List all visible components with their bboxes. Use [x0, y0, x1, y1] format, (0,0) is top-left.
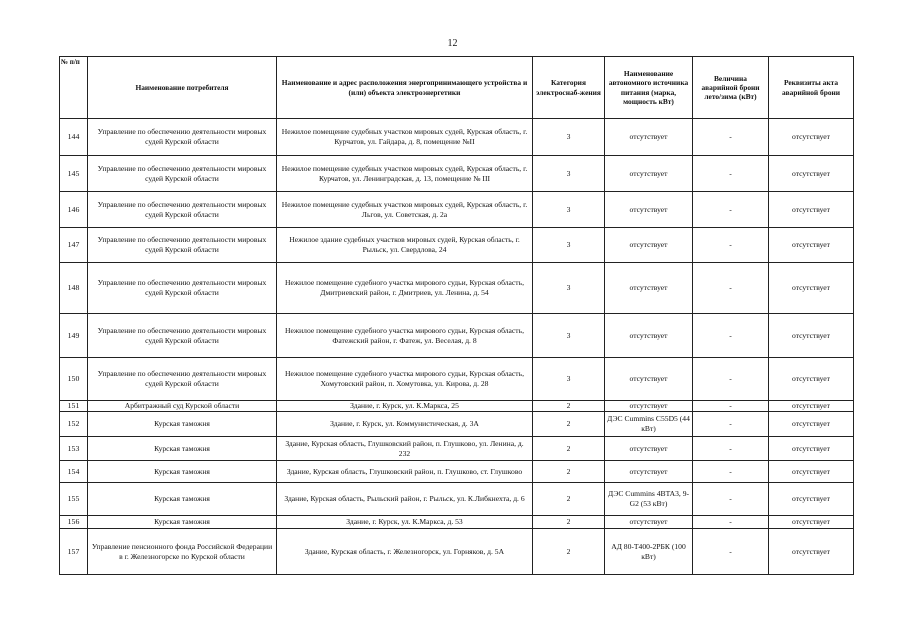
- table-row: [60, 529, 854, 575]
- table-body: [60, 119, 854, 575]
- cell-consumer: Курская таможня: [88, 437, 277, 461]
- cell-object: Нежилое помещение судебного участка мирового судьи, Курская область, Дмитриевский район, г. Дмитриев, ул. Ленина, д. 54: [277, 263, 533, 314]
- cell-number: 151: [60, 401, 88, 412]
- cell-act-details: отсутствует: [769, 483, 854, 516]
- cell-act-details: отсутствует: [769, 263, 854, 314]
- cell-act-details: отсутствует: [769, 516, 854, 529]
- cell-power-source: отсутствует: [605, 461, 693, 483]
- cell-act-details: отсутствует: [769, 461, 854, 483]
- cell-reserve-value: -: [693, 401, 769, 412]
- cell-category: 3: [533, 263, 605, 314]
- cell-power-source: ДЭС Cummins C55D5 (44 кВт): [605, 412, 693, 437]
- header-reserve-value: Величина аварийной брони лето/зима (кВт): [693, 57, 769, 119]
- cell-object: Нежилое помещение судебного участка мирового судьи, Курская область, Фатежский район, г. Фатеж, ул. Веселая, д. 8: [277, 314, 533, 358]
- cell-power-source: отсутствует: [605, 401, 693, 412]
- cell-category: 3: [533, 119, 605, 156]
- cell-object: Здание, Курская область, Глушковский район, п. Глушково, ул. Ленина, д. 232: [277, 437, 533, 461]
- cell-consumer: Курская таможня: [88, 516, 277, 529]
- cell-act-details: отсутствует: [769, 437, 854, 461]
- table-row: [60, 412, 854, 437]
- cell-number: 153: [60, 437, 88, 461]
- cell-consumer: Управление по обеспечению деятельности мировых судей Курской области: [88, 263, 277, 314]
- cell-power-source: отсутствует: [605, 192, 693, 228]
- cell-power-source: отсутствует: [605, 437, 693, 461]
- cell-act-details: отсутствует: [769, 529, 854, 575]
- cell-reserve-value: -: [693, 119, 769, 156]
- cell-number: 150: [60, 358, 88, 401]
- header-act-details: Реквизиты акта аварийной брони: [769, 57, 854, 119]
- cell-power-source: отсутствует: [605, 358, 693, 401]
- cell-reserve-value: -: [693, 314, 769, 358]
- table-row: [60, 192, 854, 228]
- cell-reserve-value: -: [693, 461, 769, 483]
- header-number: № п/п: [60, 57, 88, 119]
- cell-consumer: Управление по обеспечению деятельности мировых судей Курской области: [88, 119, 277, 156]
- cell-number: 156: [60, 516, 88, 529]
- cell-reserve-value: -: [693, 156, 769, 192]
- cell-category: 3: [533, 358, 605, 401]
- cell-number: 154: [60, 461, 88, 483]
- cell-category: 2: [533, 401, 605, 412]
- cell-power-source: АД 80-Т400-2РБК (100 кВт): [605, 529, 693, 575]
- cell-reserve-value: -: [693, 412, 769, 437]
- cell-category: 2: [533, 437, 605, 461]
- cell-category: 3: [533, 156, 605, 192]
- table-row: [60, 437, 854, 461]
- cell-number: 155: [60, 483, 88, 516]
- cell-object: Нежилое помещение судебного участка мирового судьи, Курская область, Хомутовский район, п. Хомутовка, ул. Кирова, д. 28: [277, 358, 533, 401]
- cell-power-source: ДЭС Cummins 4BTA3, 9-G2 (53 кВт): [605, 483, 693, 516]
- cell-consumer: Управление по обеспечению деятельности мировых судей Курской области: [88, 192, 277, 228]
- cell-power-source: отсутствует: [605, 119, 693, 156]
- cell-reserve-value: -: [693, 437, 769, 461]
- table-row: [60, 401, 854, 412]
- page-number: 12: [447, 38, 458, 49]
- cell-number: 147: [60, 228, 88, 263]
- cell-object: Здание, г. Курск, ул. Коммунистическая, д. 3А: [277, 412, 533, 437]
- cell-consumer: Управление по обеспечению деятельности мировых судей Курской области: [88, 228, 277, 263]
- cell-number: 144: [60, 119, 88, 156]
- cell-number: 146: [60, 192, 88, 228]
- cell-act-details: отсутствует: [769, 192, 854, 228]
- cell-act-details: отсутствует: [769, 119, 854, 156]
- table-row: [60, 119, 854, 156]
- table-row: [60, 483, 854, 516]
- cell-category: 2: [533, 529, 605, 575]
- cell-category: 3: [533, 314, 605, 358]
- cell-object: Здание, Курская область, Рыльский район, г. Рыльск, ул. К.Либкнехта, д. 6: [277, 483, 533, 516]
- cell-category: 2: [533, 461, 605, 483]
- cell-number: 148: [60, 263, 88, 314]
- table-row: [60, 314, 854, 358]
- cell-category: 3: [533, 192, 605, 228]
- cell-reserve-value: -: [693, 192, 769, 228]
- cell-object: Здание, Курская область, Глушковский район, п. Глушково, ст. Глушково: [277, 461, 533, 483]
- header-object: Наименование и адрес расположения энергопринимающего устройства и (или) объекта электроэнергетики: [277, 57, 533, 119]
- table-row: [60, 461, 854, 483]
- cell-object: Нежилое здание судебных участков мировых судей, Курская область, г. Рыльск, ул. Свердлова, 24: [277, 228, 533, 263]
- cell-act-details: отсутствует: [769, 401, 854, 412]
- table-row: [60, 358, 854, 401]
- cell-consumer: Управление по обеспечению деятельности мировых судей Курской области: [88, 314, 277, 358]
- cell-power-source: отсутствует: [605, 263, 693, 314]
- cell-number: 157: [60, 529, 88, 575]
- cell-number: 152: [60, 412, 88, 437]
- cell-object: Нежилое помещение судебных участков мировых судей, Курская область, г. Курчатов, ул. Ленинградская, д. 13, помещение № III: [277, 156, 533, 192]
- cell-power-source: отсутствует: [605, 156, 693, 192]
- cell-power-source: отсутствует: [605, 314, 693, 358]
- table-row: [60, 263, 854, 314]
- cell-act-details: отсутствует: [769, 156, 854, 192]
- cell-act-details: отсутствует: [769, 358, 854, 401]
- table-row: [60, 516, 854, 529]
- cell-reserve-value: -: [693, 529, 769, 575]
- cell-category: 2: [533, 483, 605, 516]
- cell-power-source: отсутствует: [605, 516, 693, 529]
- cell-reserve-value: -: [693, 228, 769, 263]
- power-consumers-table: [59, 56, 854, 575]
- cell-consumer: Управление по обеспечению деятельности мировых судей Курской области: [88, 358, 277, 401]
- cell-object: Нежилое помещение судебных участков мировых судей, Курская область, г. Льгов, ул. Советская, д. 2а: [277, 192, 533, 228]
- cell-category: 3: [533, 228, 605, 263]
- cell-reserve-value: -: [693, 263, 769, 314]
- cell-act-details: отсутствует: [769, 228, 854, 263]
- table-row: [60, 156, 854, 192]
- cell-consumer: Курская таможня: [88, 483, 277, 516]
- header-consumer: Наименование потребителя: [88, 57, 277, 119]
- cell-number: 145: [60, 156, 88, 192]
- cell-consumer: Управление пенсионного фонда Российской Федерации в г. Железногорске по Курской области: [88, 529, 277, 575]
- cell-object: Здание, г. Курск, ул. К.Маркса, 25: [277, 401, 533, 412]
- cell-consumer: Курская таможня: [88, 461, 277, 483]
- cell-category: 2: [533, 412, 605, 437]
- cell-consumer: Курская таможня: [88, 412, 277, 437]
- table-header-row: [60, 57, 854, 119]
- cell-number: 149: [60, 314, 88, 358]
- header-category: Категория электроснаб-жения: [533, 57, 605, 119]
- table-row: [60, 228, 854, 263]
- cell-consumer: Арбитражный суд Курской области: [88, 401, 277, 412]
- cell-reserve-value: -: [693, 358, 769, 401]
- cell-act-details: отсутствует: [769, 314, 854, 358]
- cell-act-details: отсутствует: [769, 412, 854, 437]
- cell-object: Нежилое помещение судебных участков мировых судей, Курская область, г. Курчатов, ул. Гайдара, д. 8, помещение №II: [277, 119, 533, 156]
- header-power-source: Наименование автономного источника питания (марка, мощность кВт): [605, 57, 693, 119]
- cell-object: Здание, Курская область, г. Железногорск, ул. Горняков, д. 5А: [277, 529, 533, 575]
- cell-power-source: отсутствует: [605, 228, 693, 263]
- cell-consumer: Управление по обеспечению деятельности мировых судей Курской области: [88, 156, 277, 192]
- cell-category: 2: [533, 516, 605, 529]
- cell-reserve-value: -: [693, 483, 769, 516]
- cell-reserve-value: -: [693, 516, 769, 529]
- cell-object: Здание, г. Курск, ул. К.Маркса, д. 53: [277, 516, 533, 529]
